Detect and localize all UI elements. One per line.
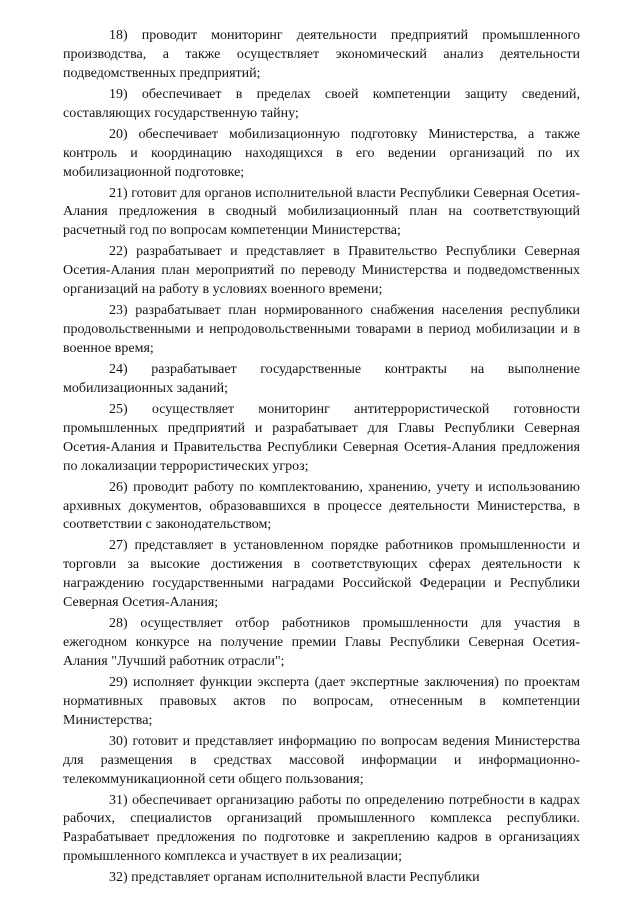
list-item-29: 29) исполняет функции эксперта (дает экспертные заключения) по проектам нормативных правовых актов по вопросам, отнесенным в компетенции Министерства; (63, 674, 580, 728)
list-item-18: 18) проводит мониторинг деятельности предприятий промышленного производства, а также осуществляет экономический анализ деятельности подведомственных предприятий; (63, 28, 580, 81)
list-item-27: 27) представляет в установленном порядке работников промышленности и торговли за высокие достижения в соответствующих сферах деятельности к награждению государственными наградами Российской Федерации и Республики Северная Осетия-Алания; (63, 538, 580, 611)
list-item-30: 30) готовит и представляет информацию по вопросам ведения Министерства для размещения в средствах массовой информации и информационно-телекоммуникационной сети общего пользования; (63, 733, 580, 787)
list-item-23: 23) разрабатывает план нормированного снабжения населения республики продовольственными и непродовольственными товарами в период мобилизации и в военное время; (63, 303, 580, 356)
list-item-20: 20) обеспечивает мобилизационную подготовку Министерства, а также контроль и координацию находящихся в его ведении организаций по их мобилизационной подготовке; (63, 126, 580, 180)
list-item-31: 31) обеспечивает организацию работы по определению потребности в кадрах рабочих, специалистов организаций промышленного комплекса республики. Разрабатывает предложения по подготовке и закреплению кадров в организациях промышленного комплекса и участвует в их реализации; (63, 792, 580, 865)
list-item-25: 25) осуществляет мониторинг антитеррористической готовности промышленных предприятий и разрабатывает для Главы Республики Северная Осетия-Алания и Правительства Республики Северная Осетия-Алания предложения по локализации террористических угроз; (63, 401, 580, 474)
list-item-26: 26) проводит работу по комплектованию, хранению, учету и использованию архивных документов, образовавшихся в процессе деятельности Министерства, в соответствии с законодательством; (63, 479, 580, 533)
list-item-19: 19) обеспечивает в пределах своей компетенции защиту сведений, составляющих государственную тайну; (63, 86, 580, 121)
list-item-28: 28) осуществляет отбор работников промышленности для участия в ежегодном конкурсе на получение премии Главы Республики Северная Осетия-Алания "Лучший работник отрасли"; (63, 616, 580, 669)
list-item-24: 24) разрабатывает государственные контракты на выполнение мобилизационных заданий; (63, 361, 580, 396)
list-item-22: 22) разрабатывает и представляет в Правительство Республики Северная Осетия-Алания план мероприятий по переводу Министерства и подведомственных организаций на работу в условиях военного времени; (63, 244, 580, 298)
list-item-21: 21) готовит для органов исполнительной власти Республики Северная Осетия-Алания предложения в сводный мобилизационный план на соответствующий расчетный год по вопросам компетенции Министерства; (63, 185, 580, 239)
list-item-32: 32) представляет органам исполнительной власти Республики (109, 870, 480, 886)
